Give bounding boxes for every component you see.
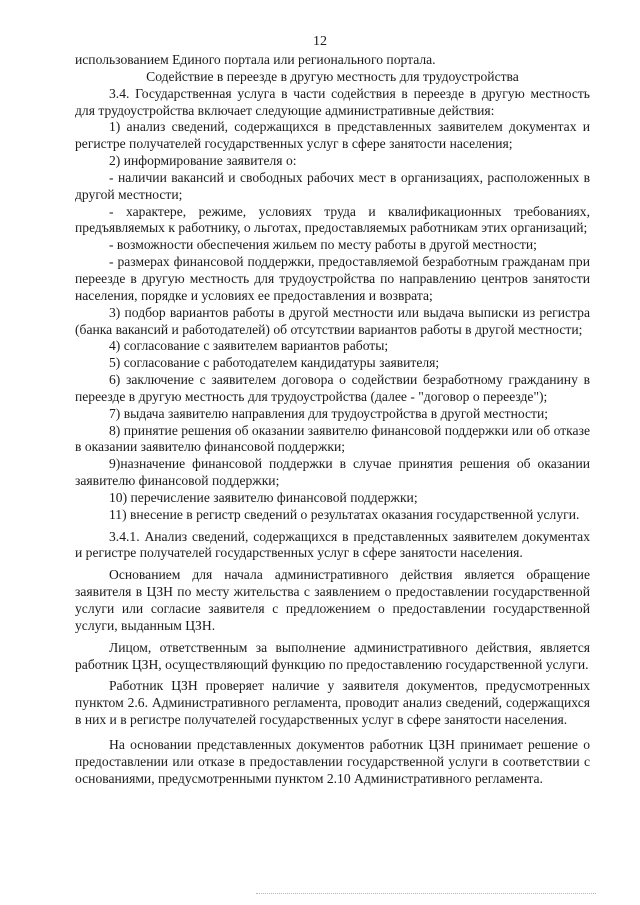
list-item-10: 10) перечисление заявителю финансовой поддержки; xyxy=(109,489,418,505)
list-item-4: 4) согласование с заявителем вариантов работы; xyxy=(109,338,389,354)
sub-item-vacancies: - наличии вакансий и свободных рабочих мест в организациях, расположенных в другой местности; xyxy=(75,169,590,202)
sub-item-financial-support: - размерах финансовой поддержки, предоставляемой безработным гражданам при переезде в другую местность для трудоустройства по направлению центров занятости населения, порядке и условиях ее предоставления и возврата; xyxy=(75,254,590,303)
sub-item-housing: - возможности обеспечения жильем по месту работы в другой местности; xyxy=(109,237,537,253)
sub-item-conditions: - характере, режиме, условиях труда и квалификационных требованиях, предъявляемых к работнику, о льготах, предоставляемых работникам этих организаций; xyxy=(75,203,590,236)
list-item-9: 9)назначение финансовой поддержки в случае принятия решения об оказании заявителю финансовой поддержки; xyxy=(75,456,590,489)
paragraph-decision: На основании представленных документов работник ЦЗН принимает решение о предоставлении или отказе в предоставлении государственной услуги в соответствии с основаниями, предусмотренными пунктом 2.10 Административного регламента. xyxy=(75,736,590,786)
paragraph-continuation: использованием Единого портала или регионального портала. xyxy=(75,52,436,67)
list-item-11: 11) внесение в регистр сведений о результатах оказания государственной услуги. xyxy=(109,506,580,522)
list-item-7: 7) выдача заявителю направления для трудоустройства в другой местности; xyxy=(109,405,549,421)
page-number: 12 xyxy=(313,34,327,49)
document-body xyxy=(75,52,590,787)
paragraph-3-4-1: 3.4.1. Анализ сведений, содержащихся в представленных заявителем документах и регистре получателей государственных услуг в сфере занятости населения. xyxy=(75,528,590,561)
list-item-5: 5) согласование с работодателем кандидатуры заявителя; xyxy=(109,355,440,371)
list-item-3: 3) подбор вариантов работы в другой местности или выдача выписки из регистра (банка вакансий и работодателей) об отсутствии вариантов работы в другой местности; xyxy=(75,304,590,337)
list-item-6: 6) заключение с заявителем договора о содействии безработному гражданину в переезде в другую местность для трудоустройства (далее - "договор о переезде"); xyxy=(75,372,590,404)
section-heading: Содействие в переезде в другую местность для трудоустройства xyxy=(146,68,519,84)
list-item-8: 8) принятие решения об оказании заявителю финансовой поддержки или об отказе в оказании заявителю финансовой поддержки; xyxy=(75,422,590,455)
list-item-2: 2) информирование заявителя о: xyxy=(109,153,297,169)
paragraph-basis: Основанием для начала административного действия является обращение заявителя в ЦЗН по месту жительства с заявлением о предоставлении государственной услуги или согласие заявителя с предложением о предоставлении государственной услуги, выданным ЦЗН. xyxy=(75,567,590,633)
paragraph-responsible: Лицом, ответственным за выполнение административного действия, является работник ЦЗН, осуществляющий функцию по предоставлению государственной услуги. xyxy=(75,639,590,672)
scan-edge-divider xyxy=(256,893,596,894)
paragraph-3-4: 3.4. Государственная услуга в части содействия в переезде в другую местность для трудоустройства включает следующие административные действия: xyxy=(75,85,590,118)
list-item-1: 1) анализ сведений, содержащихся в представленных заявителем документах и регистре получателей государственных услуг в сфере занятости населения; xyxy=(75,119,590,152)
paragraph-check-documents: Работник ЦЗН проверяет наличие у заявителя документов, предусмотренных пунктом 2.6. Административного регламента, проводит анализ сведений, содержащихся в них и в регистре получателей государственных услуг в сфере занятости населения. xyxy=(75,678,590,728)
